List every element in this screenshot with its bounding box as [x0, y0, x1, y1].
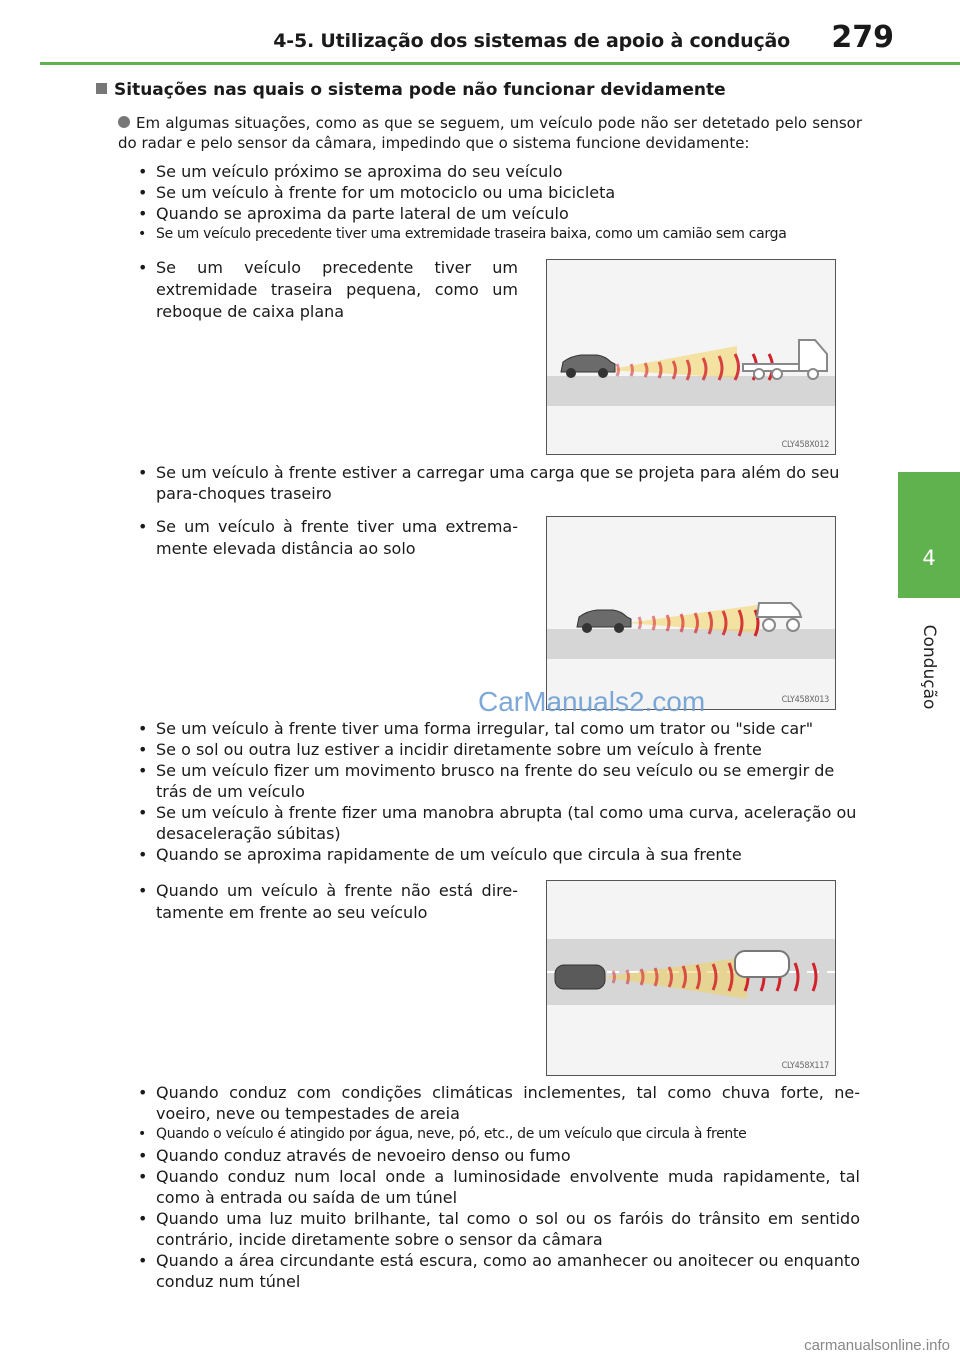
- list-item: • Quando se aproxima rapidamente de um veículo que circula à sua frente: [134, 844, 860, 865]
- list-item: • Se o sol ou outra luz estiver a incidir diretamente sobre um veículo à frente: [134, 739, 860, 760]
- car-icon: [561, 355, 615, 378]
- chapter-tab: [898, 472, 960, 598]
- figure-code: CLY458X013: [781, 695, 829, 705]
- intro-paragraph: Em algumas situações, como as que se seguem, um veículo pode não ser detetado pelo sensor do radar e pelo sensor da câmara, impedindo que o sistema funcione devidamente:: [118, 114, 862, 152]
- header-rule: [40, 62, 960, 65]
- square-bullet-icon: [96, 83, 107, 94]
- list-item: • Quando conduz num local onde a luminosidade envolvente muda rapidamente, tal como à entrada ou saída de um túnel: [134, 1166, 860, 1208]
- list-item: • Quando conduz com condições climáticas inclementes, tal como chuva forte, ne- voeiro, neve ou tempestades de areia: [134, 1082, 860, 1124]
- section-heading: Situações nas quais o sistema pode não funcionar devidamente: [96, 80, 726, 100]
- figure-3-offset-vehicle: [546, 880, 836, 1076]
- round-bullet-icon: [118, 116, 130, 128]
- figure-code: CLY458X117: [781, 1061, 829, 1071]
- figure-1-caption: • Se um veículo precedente tiver um extremidade traseira pequena, como um reboque de caixa plana: [134, 257, 518, 323]
- suv-icon: [757, 603, 801, 631]
- figure-1-flatbed-trailer: [546, 259, 836, 455]
- page-number: 279: [831, 20, 894, 55]
- vehicle-ahead-top-view-icon: [735, 951, 789, 977]
- list-item: • Quando uma luz muito brilhante, tal como o sol ou os faróis do trânsito em sentido contrário, incide diretamente sobre o sensor da câmara: [134, 1208, 860, 1250]
- list-item: • Se um veículo à frente tiver uma forma irregular, tal como um trator ou "side car": [134, 718, 860, 739]
- list-item: • Quando conduz através de nevoeiro denso ou fumo: [134, 1145, 860, 1166]
- chapter-number: 4: [922, 546, 936, 570]
- situation-list-d: [134, 1082, 860, 1292]
- figure-code: CLY458X012: [781, 440, 829, 450]
- list-item: • Se um veículo fizer um movimento brusco na frente do seu veículo ou se emergir de trás de um veículo: [134, 760, 860, 802]
- list-item: • Quando a área circundante está escura, como ao amanhecer ou anoitecer ou enquanto conduz num túnel: [134, 1250, 860, 1292]
- list-item: • Se um veículo precedente tiver uma extremidade traseira baixa, como um camião sem carga: [134, 224, 860, 245]
- center-watermark: CarManuals2.com: [478, 686, 706, 717]
- car-top-view-icon: [555, 965, 605, 989]
- radar-detection-illustration: [547, 517, 835, 709]
- radar-detection-illustration: [547, 881, 835, 1075]
- list-item: • Quando se aproxima da parte lateral de um veículo: [134, 203, 860, 224]
- situation-list-a: [134, 161, 860, 245]
- chapter-label: Condução: [919, 624, 939, 710]
- list-item: • Se um veículo à frente for um motociclo ou uma bicicleta: [134, 182, 860, 203]
- situation-list-b: [134, 462, 860, 504]
- header-title: 4-5. Utilização dos sistemas de apoio à condução: [273, 30, 790, 52]
- figure-2-high-clearance: [546, 516, 836, 710]
- page-header: [0, 0, 960, 66]
- situation-list-c: [134, 718, 860, 865]
- figure-2-caption: • Se um veículo à frente tiver uma extrema- mente elevada distância ao solo: [134, 516, 518, 560]
- list-item: • Quando o veículo é atingido por água, neve, pó, etc., de um veículo que circula à frente: [134, 1124, 860, 1145]
- footer-watermark: carmanualsonline.info: [804, 1337, 950, 1354]
- list-item: • Se um veículo à frente fizer uma manobra abrupta (tal como uma curva, aceleração ou desaceleração súbitas): [134, 802, 860, 844]
- figure-3-caption: • Quando um veículo à frente não está dire- tamente em frente ao seu veículo: [134, 880, 518, 924]
- radar-detection-illustration: [547, 260, 835, 454]
- list-item: • Se um veículo à frente estiver a carregar uma carga que se projeta para além do seu para-choques traseiro: [134, 462, 860, 504]
- list-item: • Se um veículo próximo se aproxima do seu veículo: [134, 161, 860, 182]
